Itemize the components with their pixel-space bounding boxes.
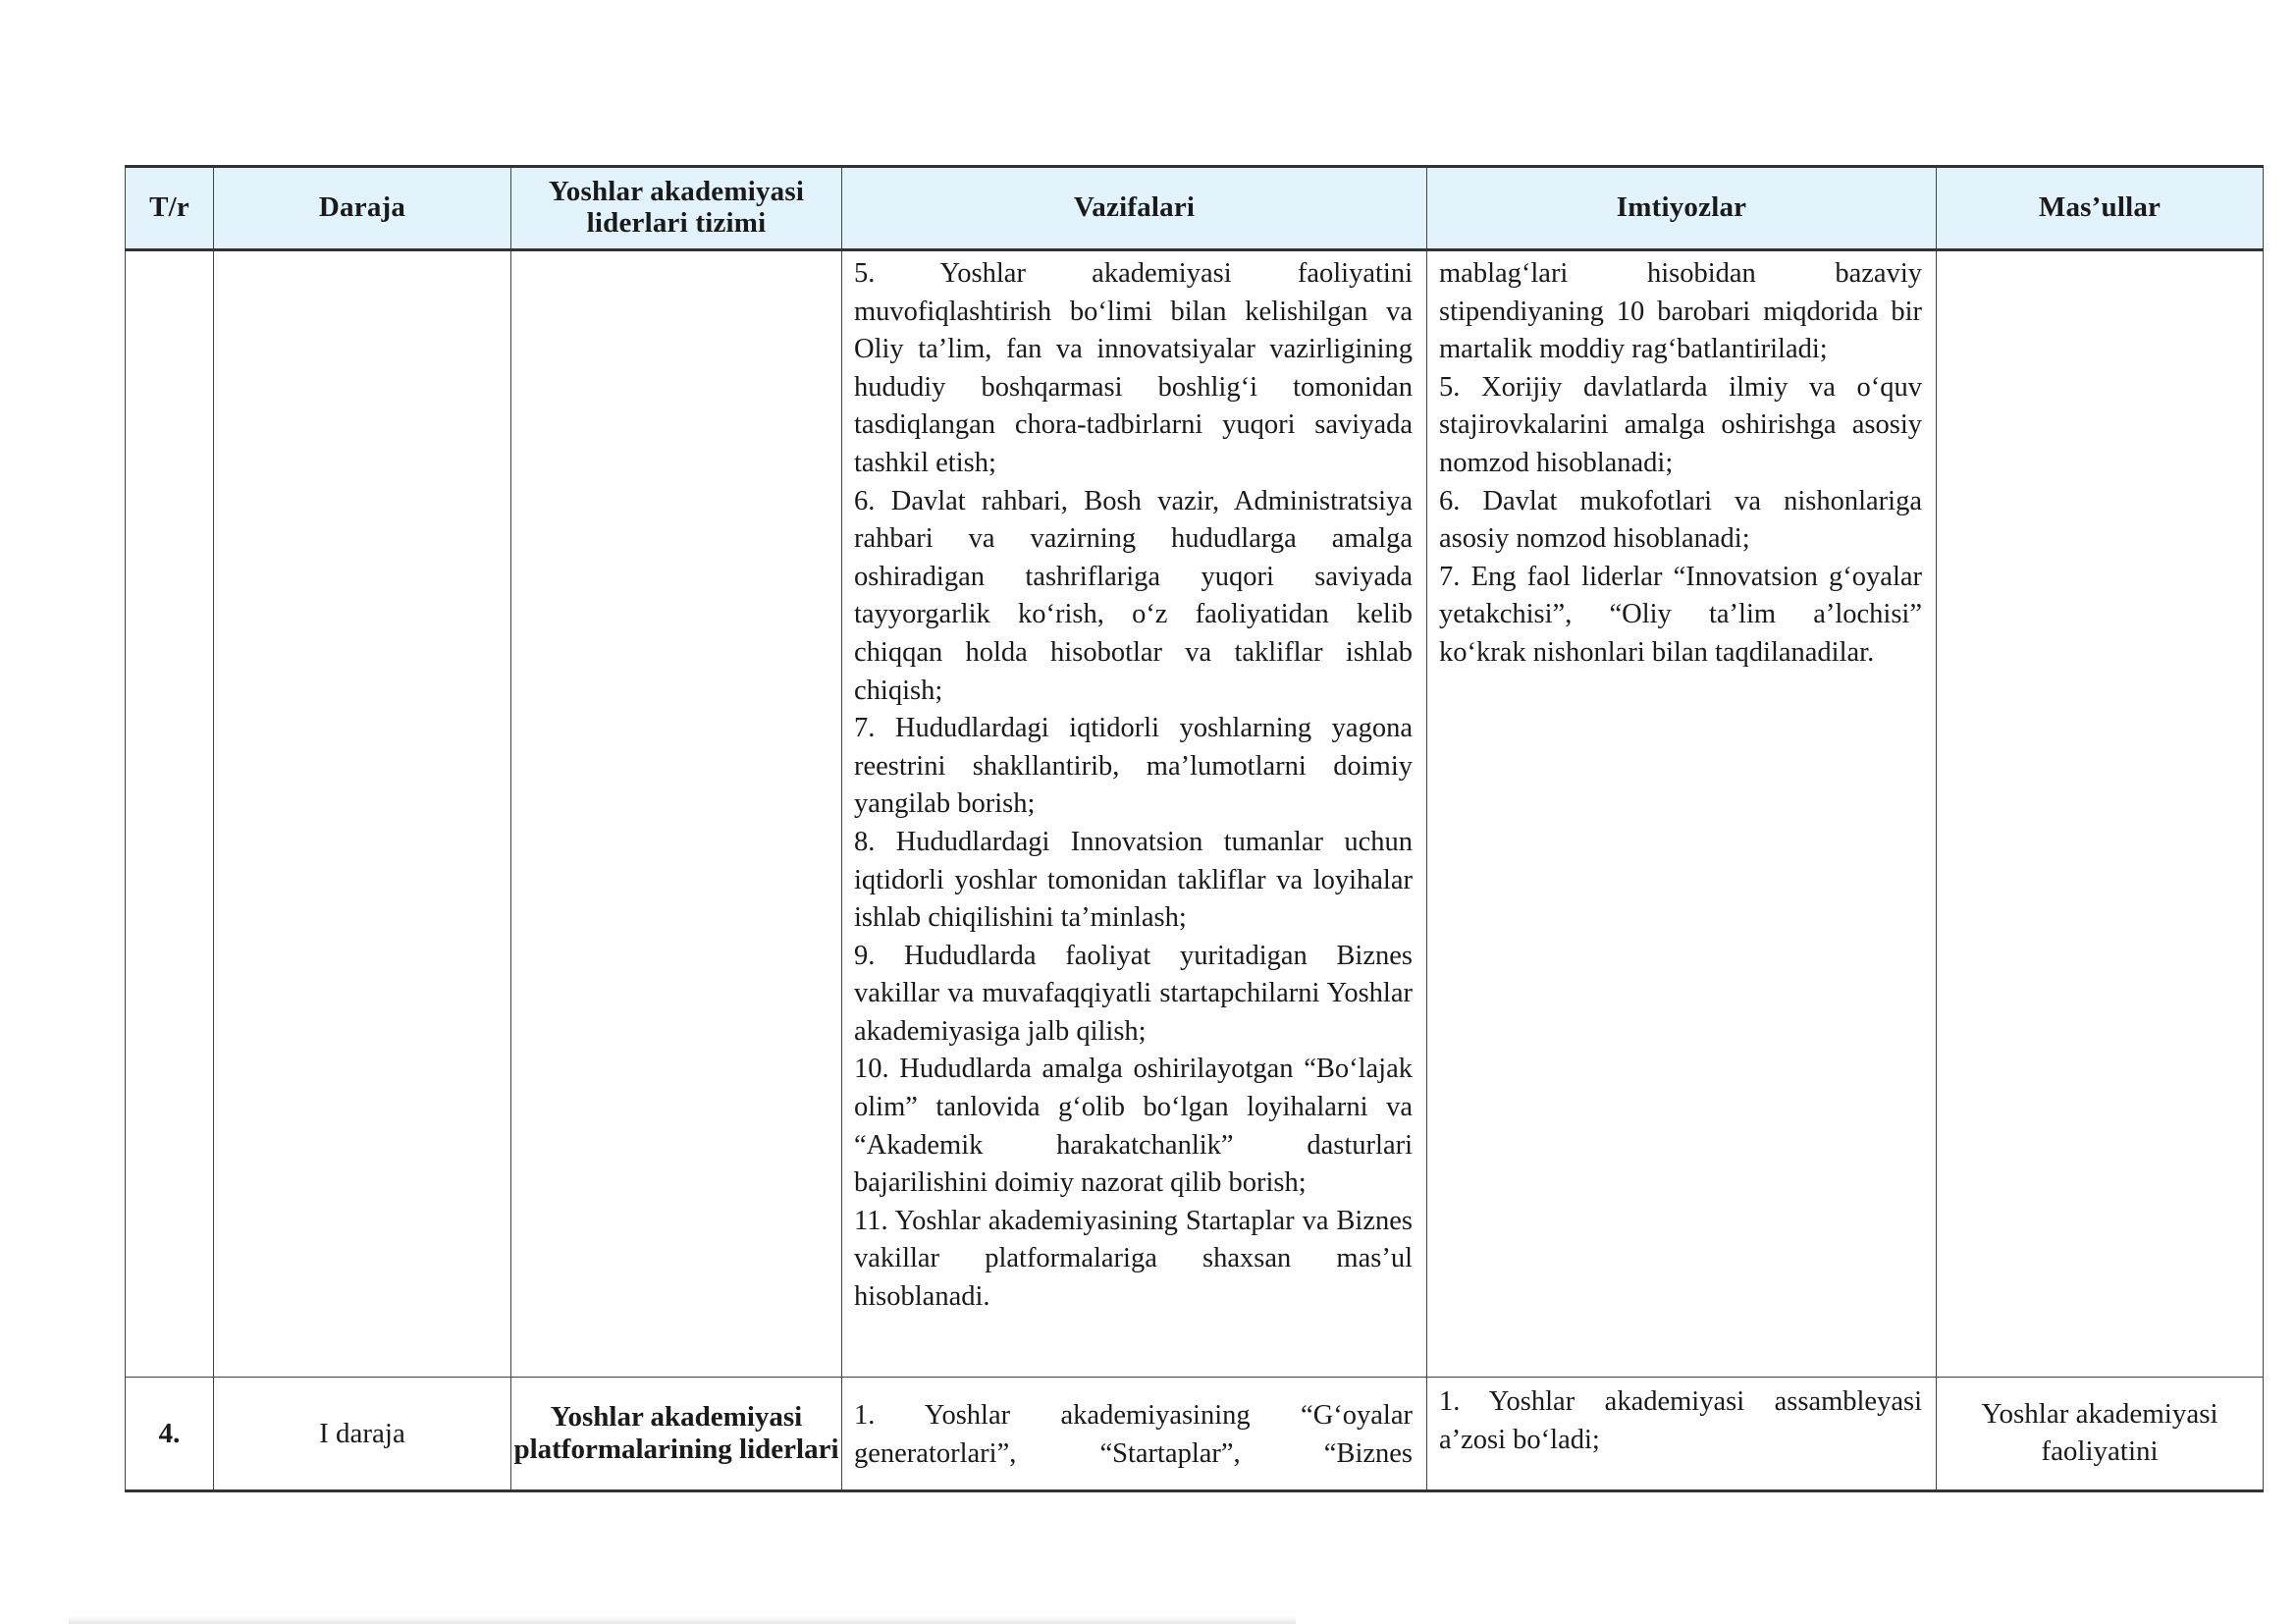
vazifa-item: 6. Davlat rahbari, Bosh vazir, Administratsiya rahbari va vazirning hududlarga amalga oshiradigan tashriflariga yuqori saviyada tayyorgarlik ko‘rish, o‘z faoliyatidan kelib chiqqan holda hisobotlar va takliflar ishlab chiqish; bbox=[854, 485, 1413, 706]
imtiyoz-item: 6. Davlat mukofotlari va nishonlariga asosiy nomzod hisoblanadi; bbox=[1439, 485, 1922, 555]
vazifa-item: 7. Hududlardagi iqtidorli yoshlarning yagona reestrini shakllantirib, ma’lumotlarni doimiy yangilab borish; bbox=[854, 713, 1413, 820]
masullar-cell bbox=[1937, 1378, 2264, 1491]
imtiyozlar-cell bbox=[1427, 1378, 1937, 1491]
tizim-cell bbox=[511, 1378, 842, 1491]
table-row bbox=[126, 250, 2264, 1378]
daraja-cell bbox=[214, 250, 511, 1378]
header-masullar: Mas’ullar bbox=[1937, 167, 2264, 250]
imtiyoz-item: 5. Xorijiy davlatlarda ilmiy va o‘quv stajirovkalarini amalga oshirishga asosiy nomzod hisoblanadi; bbox=[1439, 371, 1922, 478]
leaders-system-table bbox=[125, 165, 2264, 1492]
scan-edge-shadow bbox=[69, 1616, 1296, 1624]
header-daraja: Daraja bbox=[214, 167, 511, 250]
vazifa-item: 5. Yoshlar akademiyasi faoliyatini muvofiqlashtirish bo‘limi bilan kelishilgan va Oliy ta’lim, fan va innovatsiyalar vazirligining hududiy boshqarmasi boshlig‘i tomonidan tasdiqlangan chora-tadbirlarni yuqori saviyada tashkil etish; bbox=[854, 258, 1413, 478]
tizim-text: Yoshlar akademiyasi platformalarining liderlari bbox=[513, 1400, 839, 1465]
daraja-cell: I daraja bbox=[214, 1378, 511, 1491]
table-row bbox=[126, 1378, 2264, 1491]
imtiyozlar-cell bbox=[1427, 250, 1937, 1378]
row-number-cell bbox=[126, 250, 214, 1378]
header-tr: T/r bbox=[126, 167, 214, 250]
masullar-cell bbox=[1937, 250, 2264, 1378]
vazifa-item: 8. Hududlardagi Innovatsion tumanlar uchun iqtidorli yoshlar tomonidan takliflar va loyihalar ishlab chiqilishini ta’minlash; bbox=[854, 826, 1413, 934]
vazifa-item: 1. Yoshlar akademiyasining “G‘oyalar generatorlari”, “Startaplar”, “Biznes bbox=[854, 1400, 1413, 1469]
imtiyoz-item: 1. Yoshlar akademiyasi assambleyasi a’zosi bo‘ladi; bbox=[1439, 1386, 1922, 1455]
header-imtiyozlar: Imtiyozlar bbox=[1427, 167, 1937, 250]
header-tizim: Yoshlar akademiyasi liderlari tizimi bbox=[511, 167, 842, 250]
vazifa-item: 11. Yoshlar akademiyasining Startaplar va Biznes vakillar platformalariga shaxsan mas’ul hisoblanadi. bbox=[854, 1205, 1413, 1313]
tizim-cell bbox=[511, 250, 842, 1378]
vazifalari-list bbox=[842, 1378, 1426, 1473]
imtiyozlar-list bbox=[1427, 251, 1936, 673]
row-number-cell: 4. bbox=[126, 1378, 214, 1491]
imtiyoz-item: 7. Eng faol liderlar “Innovatsion g‘oyalar yetakchisi”, “Oliy ta’lim a’lochisi” ko‘krak nishonlari bilan taqdilanadilar. bbox=[1439, 561, 1922, 668]
imtiyozlar-list bbox=[1427, 1378, 1936, 1459]
imtiyoz-item: mablag‘lari hisobidan bazaviy stipendiyaning 10 barobari miqdorida bir martalik moddiy rag‘batlantiriladi; bbox=[1439, 258, 1922, 365]
masullar-text: Yoshlar akademiyasi faoliyatini bbox=[1981, 1398, 2218, 1467]
table-header-row bbox=[126, 167, 2264, 250]
vazifalari-list bbox=[842, 251, 1426, 1317]
vazifalari-cell bbox=[842, 250, 1427, 1378]
vazifa-item: 10. Hududlarda amalga oshirilayotgan “Bo‘lajak olim” tanlovida g‘olib bo‘lgan loyihalarni va “Akademik harakatchanlik” dasturlari bajarilishini doimiy nazorat qilib borish; bbox=[854, 1054, 1413, 1199]
vazifa-item: 9. Hududlarda faoliyat yuritadigan Biznes vakillar va muvafaqqiyatli startapchilarni Yoshlar akademiyasiga jalb qilish; bbox=[854, 940, 1413, 1047]
vazifalari-cell bbox=[842, 1378, 1427, 1491]
header-vazifalari: Vazifalari bbox=[842, 167, 1427, 250]
